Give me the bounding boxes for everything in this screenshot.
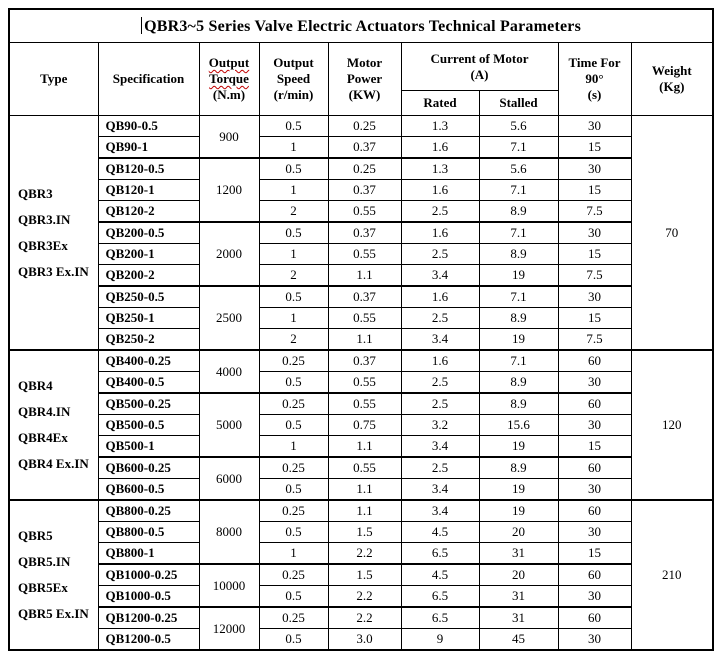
speed-cell: 2 xyxy=(259,201,328,223)
rated-current-cell: 1.6 xyxy=(401,137,479,159)
spec-cell: QB800-0.5 xyxy=(98,522,199,543)
speed-cell: 0.5 xyxy=(259,586,328,608)
stalled-current-cell: 19 xyxy=(479,329,558,351)
table-row xyxy=(9,522,713,543)
type-label: QBR4.IN xyxy=(18,404,71,419)
time-cell: 15 xyxy=(558,137,631,159)
stalled-current-cell: 19 xyxy=(479,436,558,458)
time-cell: 60 xyxy=(558,607,631,629)
power-cell: 0.25 xyxy=(328,116,401,137)
type-cell xyxy=(9,350,98,500)
time-cell: 60 xyxy=(558,393,631,415)
col-header-type: Type xyxy=(9,43,98,116)
table-row xyxy=(9,629,713,651)
spec-cell: QB200-0.5 xyxy=(98,222,199,244)
spec-cell: QB250-0.5 xyxy=(98,286,199,308)
output-torque-word2: Torque xyxy=(209,71,249,86)
speed-cell: 0.25 xyxy=(259,500,328,522)
type-label: QBR3 xyxy=(18,185,53,201)
rated-current-cell: 2.5 xyxy=(401,457,479,479)
spec-cell: QB1200-0.5 xyxy=(98,629,199,651)
time-cell: 60 xyxy=(558,564,631,586)
speed-cell: 2 xyxy=(259,329,328,351)
stalled-current-cell: 31 xyxy=(479,586,558,608)
time-cell: 60 xyxy=(558,350,631,372)
time-cell: 30 xyxy=(558,522,631,543)
stalled-current-cell: 7.1 xyxy=(479,137,558,159)
torque-cell: 5000 xyxy=(199,393,259,457)
power-cell: 0.25 xyxy=(328,158,401,180)
power-cell: 0.55 xyxy=(328,393,401,415)
time-cell: 15 xyxy=(558,244,631,265)
speed-cell: 1 xyxy=(259,180,328,201)
table-title-cell xyxy=(9,9,713,43)
table-row xyxy=(9,158,713,180)
weight-cell: 120 xyxy=(631,350,713,500)
power-cell: 1.5 xyxy=(328,522,401,543)
rated-current-cell: 1.3 xyxy=(401,158,479,180)
power-cell: 0.75 xyxy=(328,415,401,436)
power-cell: 0.55 xyxy=(328,201,401,223)
power-cell: 0.37 xyxy=(328,222,401,244)
type-label: QBR5Ex xyxy=(18,580,68,595)
spec-cell: QB600-0.5 xyxy=(98,479,199,501)
power-cell: 1.1 xyxy=(328,329,401,351)
rated-current-cell: 2.5 xyxy=(401,393,479,415)
rated-current-cell: 6.5 xyxy=(401,607,479,629)
speed-cell: 1 xyxy=(259,543,328,565)
time-cell: 60 xyxy=(558,500,631,522)
rated-current-cell: 6.5 xyxy=(401,586,479,608)
time-cell: 15 xyxy=(558,180,631,201)
stalled-current-cell: 8.9 xyxy=(479,372,558,394)
rated-current-cell: 1.6 xyxy=(401,222,479,244)
time-cell: 15 xyxy=(558,543,631,565)
col-header-specification: Specification xyxy=(98,43,199,116)
speed-cell: 0.5 xyxy=(259,629,328,651)
table-row xyxy=(9,201,713,223)
table-row xyxy=(9,500,713,522)
col-header-rated: Rated xyxy=(401,91,479,116)
stalled-current-cell: 8.9 xyxy=(479,308,558,329)
rated-current-cell: 3.4 xyxy=(401,436,479,458)
type-label: QBR5 Ex.IN xyxy=(18,606,89,621)
time-cell: 30 xyxy=(558,158,631,180)
spec-cell: QB200-2 xyxy=(98,265,199,287)
table-row xyxy=(9,244,713,265)
weight-cell: 210 xyxy=(631,500,713,650)
type-cell xyxy=(9,500,98,650)
table-row xyxy=(9,607,713,629)
speed-cell: 0.5 xyxy=(259,222,328,244)
rated-current-cell: 1.6 xyxy=(401,180,479,201)
power-cell: 3.0 xyxy=(328,629,401,651)
stalled-current-cell: 5.6 xyxy=(479,158,558,180)
col-header-motor-power: Motor Power (KW) xyxy=(328,43,401,116)
rated-current-cell: 4.5 xyxy=(401,522,479,543)
weight-unit: (Kg) xyxy=(659,79,685,94)
time-unit: (s) xyxy=(587,87,602,102)
spec-cell: QB800-1 xyxy=(98,543,199,565)
stalled-current-cell: 19 xyxy=(479,265,558,287)
spec-cell: QB600-0.25 xyxy=(98,457,199,479)
power-cell: 0.37 xyxy=(328,350,401,372)
spec-cell: QB200-1 xyxy=(98,244,199,265)
speed-cell: 0.25 xyxy=(259,350,328,372)
time-cell: 30 xyxy=(558,479,631,501)
weight-cell: 70 xyxy=(631,116,713,351)
rated-current-cell: 1.6 xyxy=(401,286,479,308)
stalled-current-cell: 7.1 xyxy=(479,222,558,244)
time-cell: 7.5 xyxy=(558,265,631,287)
stalled-current-cell: 7.1 xyxy=(479,286,558,308)
rated-current-cell: 3.4 xyxy=(401,329,479,351)
type-label: QBR5 xyxy=(18,528,53,543)
stalled-current-cell: 8.9 xyxy=(479,244,558,265)
table-row xyxy=(9,372,713,394)
parameters-table xyxy=(8,8,714,651)
speed-cell: 0.5 xyxy=(259,415,328,436)
spec-cell: QB120-0.5 xyxy=(98,158,199,180)
spec-cell: QB250-2 xyxy=(98,329,199,351)
power-cell: 0.55 xyxy=(328,244,401,265)
table-body xyxy=(9,116,713,651)
torque-cell: 10000 xyxy=(199,564,259,607)
speed-cell: 2 xyxy=(259,265,328,287)
torque-cell: 2000 xyxy=(199,222,259,286)
spec-cell: QB800-0.25 xyxy=(98,500,199,522)
rated-current-cell: 2.5 xyxy=(401,308,479,329)
spec-cell: QB1000-0.25 xyxy=(98,564,199,586)
table-row xyxy=(9,308,713,329)
spec-cell: QB120-2 xyxy=(98,201,199,223)
type-label: QBR3Ex xyxy=(18,237,68,253)
power-cell: 0.55 xyxy=(328,308,401,329)
rated-current-cell: 1.3 xyxy=(401,116,479,137)
col-header-output-speed: Output Speed (r/min) xyxy=(259,43,328,116)
rated-current-cell: 6.5 xyxy=(401,543,479,565)
stalled-current-cell: 7.1 xyxy=(479,180,558,201)
rated-current-cell: 2.5 xyxy=(401,201,479,223)
power-cell: 0.37 xyxy=(328,137,401,159)
power-cell: 2.2 xyxy=(328,607,401,629)
table-row xyxy=(9,457,713,479)
table-row xyxy=(9,222,713,244)
power-cell: 1.1 xyxy=(328,479,401,501)
table-row xyxy=(9,564,713,586)
table-row xyxy=(9,479,713,501)
stalled-current-cell: 20 xyxy=(479,522,558,543)
speed-cell: 1 xyxy=(259,244,328,265)
power-cell: 0.55 xyxy=(328,372,401,394)
speed-cell: 0.25 xyxy=(259,607,328,629)
time-cell: 7.5 xyxy=(558,329,631,351)
spec-cell: QB1200-0.25 xyxy=(98,607,199,629)
speed-cell: 0.5 xyxy=(259,522,328,543)
stalled-current-cell: 8.9 xyxy=(479,201,558,223)
rated-current-cell: 1.6 xyxy=(401,350,479,372)
stalled-current-cell: 31 xyxy=(479,607,558,629)
speed-cell: 1 xyxy=(259,308,328,329)
torque-cell: 8000 xyxy=(199,500,259,564)
spec-cell: QB500-0.25 xyxy=(98,393,199,415)
time-cell: 30 xyxy=(558,629,631,651)
rated-current-cell: 3.4 xyxy=(401,265,479,287)
speed-cell: 0.5 xyxy=(259,372,328,394)
spec-cell: QB120-1 xyxy=(98,180,199,201)
stalled-current-cell: 15.6 xyxy=(479,415,558,436)
table-row xyxy=(9,543,713,565)
torque-cell: 4000 xyxy=(199,350,259,393)
rated-current-cell: 2.5 xyxy=(401,244,479,265)
type-label: QBR4 xyxy=(18,378,53,393)
stalled-current-cell: 31 xyxy=(479,543,558,565)
torque-cell: 900 xyxy=(199,116,259,159)
type-label: QBR4 Ex.IN xyxy=(18,456,89,471)
output-speed-unit: (r/min) xyxy=(273,87,314,102)
type-label: QBR3 Ex.IN xyxy=(18,263,89,279)
spec-cell: QB90-1 xyxy=(98,137,199,159)
stalled-current-cell: 8.9 xyxy=(479,457,558,479)
power-cell: 2.2 xyxy=(328,543,401,565)
table-row xyxy=(9,286,713,308)
stalled-current-cell: 20 xyxy=(479,564,558,586)
rated-current-cell: 4.5 xyxy=(401,564,479,586)
speed-cell: 0.25 xyxy=(259,564,328,586)
col-header-stalled: Stalled xyxy=(479,91,558,116)
output-torque-unit: (N.m) xyxy=(212,87,246,102)
table-row xyxy=(9,586,713,608)
torque-cell: 1200 xyxy=(199,158,259,222)
torque-cell: 6000 xyxy=(199,457,259,500)
type-cell xyxy=(9,116,98,351)
rated-current-cell: 3.4 xyxy=(401,479,479,501)
torque-cell: 2500 xyxy=(199,286,259,350)
text-cursor xyxy=(141,17,142,34)
power-cell: 0.37 xyxy=(328,180,401,201)
type-label: QBR3.IN xyxy=(18,211,71,227)
speed-cell: 0.5 xyxy=(259,286,328,308)
speed-cell: 0.25 xyxy=(259,457,328,479)
torque-cell: 12000 xyxy=(199,607,259,650)
stalled-current-cell: 8.9 xyxy=(479,393,558,415)
power-cell: 1.1 xyxy=(328,265,401,287)
col-header-current-of-motor: Current of Motor (A) xyxy=(401,43,558,91)
speed-cell: 0.25 xyxy=(259,393,328,415)
table-row xyxy=(9,350,713,372)
speed-cell: 0.5 xyxy=(259,158,328,180)
time-cell: 30 xyxy=(558,586,631,608)
power-cell: 1.1 xyxy=(328,436,401,458)
header-row-main xyxy=(9,43,713,91)
rated-current-cell: 2.5 xyxy=(401,372,479,394)
spec-cell: QB500-1 xyxy=(98,436,199,458)
rated-current-cell: 3.4 xyxy=(401,500,479,522)
power-cell: 1.5 xyxy=(328,564,401,586)
table-row xyxy=(9,436,713,458)
stalled-current-cell: 45 xyxy=(479,629,558,651)
table-row xyxy=(9,180,713,201)
rated-current-cell: 3.2 xyxy=(401,415,479,436)
stalled-current-cell: 19 xyxy=(479,500,558,522)
spec-cell: QB1000-0.5 xyxy=(98,586,199,608)
table-row xyxy=(9,137,713,159)
title-row xyxy=(9,9,713,43)
col-header-output-torque xyxy=(199,43,259,116)
spec-cell: QB400-0.25 xyxy=(98,350,199,372)
time-cell: 15 xyxy=(558,436,631,458)
time-cell: 15 xyxy=(558,308,631,329)
power-cell: 1.1 xyxy=(328,500,401,522)
speed-cell: 1 xyxy=(259,436,328,458)
stalled-current-cell: 19 xyxy=(479,479,558,501)
stalled-current-cell: 5.6 xyxy=(479,116,558,137)
stalled-current-cell: 7.1 xyxy=(479,350,558,372)
speed-cell: 1 xyxy=(259,137,328,159)
power-cell: 2.2 xyxy=(328,586,401,608)
current-unit: (A) xyxy=(470,66,489,82)
col-header-weight: Weight (Kg) xyxy=(631,43,713,116)
power-cell: 0.55 xyxy=(328,457,401,479)
table-row xyxy=(9,265,713,287)
type-label: QBR4Ex xyxy=(18,430,68,445)
time-cell: 60 xyxy=(558,457,631,479)
speed-cell: 0.5 xyxy=(259,116,328,137)
time-cell: 30 xyxy=(558,286,631,308)
spec-cell: QB90-0.5 xyxy=(98,116,199,137)
output-torque-word1: Output xyxy=(208,55,250,70)
table-row xyxy=(9,415,713,436)
power-cell: 0.37 xyxy=(328,286,401,308)
time-cell: 30 xyxy=(558,116,631,137)
col-header-time-for-90: Time For 90° (s) xyxy=(558,43,631,116)
time-cell: 30 xyxy=(558,222,631,244)
table-title: QBR3~5 Series Valve Electric Actuators Technical Parameters xyxy=(144,17,582,35)
time-cell: 30 xyxy=(558,415,631,436)
speed-cell: 0.5 xyxy=(259,479,328,501)
time-cell: 7.5 xyxy=(558,201,631,223)
rated-current-cell: 9 xyxy=(401,629,479,651)
table-row xyxy=(9,116,713,137)
spec-cell: QB500-0.5 xyxy=(98,415,199,436)
table-row xyxy=(9,393,713,415)
table-row xyxy=(9,329,713,351)
type-label: QBR5.IN xyxy=(18,554,71,569)
time-cell: 30 xyxy=(558,372,631,394)
motor-power-unit: (KW) xyxy=(348,87,381,102)
spec-cell: QB250-1 xyxy=(98,308,199,329)
spec-cell: QB400-0.5 xyxy=(98,372,199,394)
